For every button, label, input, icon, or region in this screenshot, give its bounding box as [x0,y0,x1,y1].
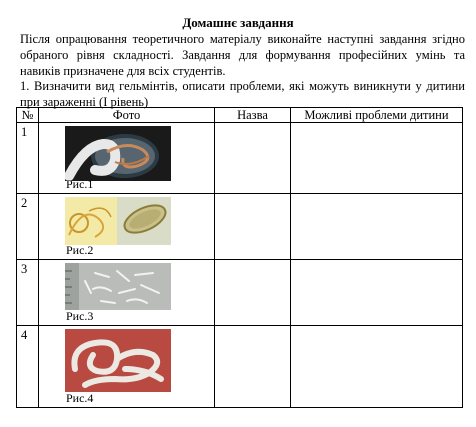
header-photo: Фото [39,108,215,123]
table-header-row [17,108,463,123]
name-cell[interactable] [215,123,291,194]
row-number: 4 [21,328,28,342]
name-cell[interactable] [215,326,291,408]
table-row [17,260,463,326]
table-row [17,194,463,260]
row-number: 1 [21,125,28,139]
figure-caption: Рис.3 [66,309,94,323]
row-number: 2 [21,196,28,210]
header-num: № [17,108,39,123]
figure-caption: Рис.2 [66,243,94,257]
figure-caption: Рис.4 [66,391,94,405]
problems-cell[interactable] [291,326,463,408]
helminth-photo-2 [65,197,171,245]
name-cell[interactable] [215,260,291,326]
row-number: 3 [21,262,28,276]
figure-caption: Рис.1 [66,177,94,191]
table-row [17,123,463,194]
name-cell[interactable] [215,194,291,260]
header-name: Назва [215,108,291,123]
intro-paragraph: Після опрацювання теоретичного матеріалу виконайте наступні завдання згідно обраного рівня складності. Завдання для формування професійних умінь та навиків призначене для всіх студентів. [20,32,465,78]
page-title: Домашнє завдання [182,15,294,30]
header-problems: Можливі проблеми дитини [291,108,463,123]
helminth-photo-3 [65,263,171,310]
helminth-photo-1 [65,126,171,181]
helminth-photo-4 [65,329,171,392]
task-paragraph: 1. Визначити вид гельмінтів, описати проблеми, які можуть виникнути у дитини при зараженні (I рівень) [20,79,465,109]
table-row [17,326,463,408]
problems-cell[interactable] [291,123,463,194]
homework-table [16,107,463,408]
problems-cell[interactable] [291,260,463,326]
problems-cell[interactable] [291,194,463,260]
